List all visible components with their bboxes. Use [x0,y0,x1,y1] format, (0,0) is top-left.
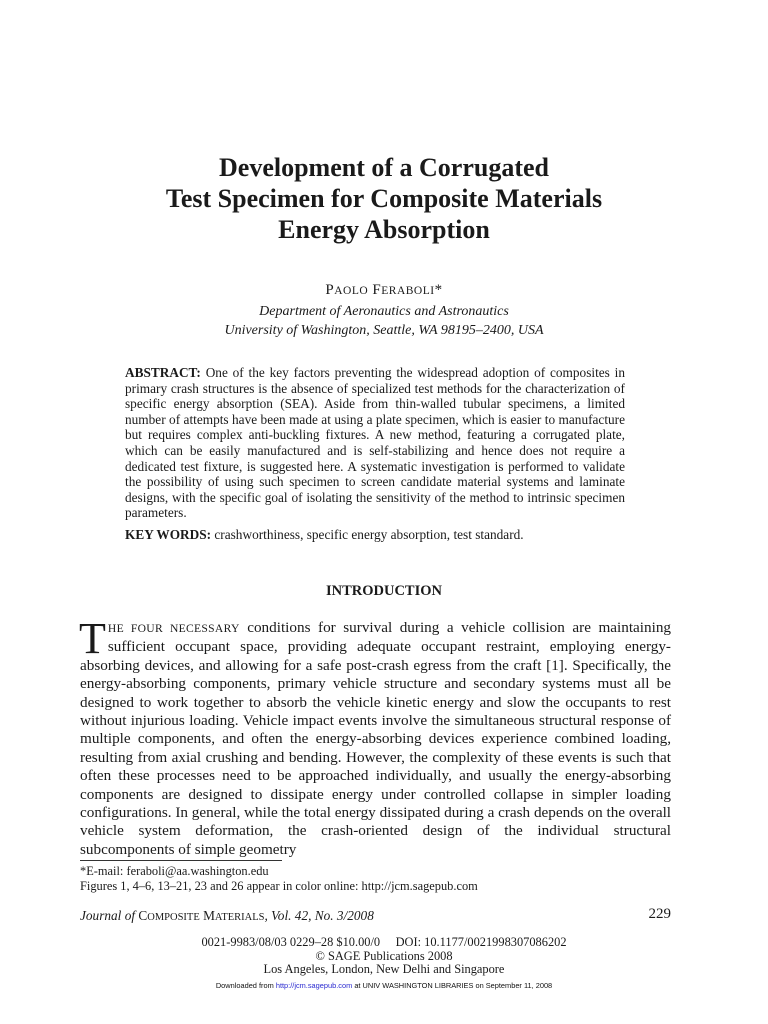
author-first-initial: P [325,282,335,298]
keywords-text: crashworthiness, specific energy absorption, test standard. [214,527,524,542]
abstract-label: ABSTRACT: [125,365,201,380]
title-line: Energy Absorption [278,215,490,244]
intro-text: conditions for survival during a vehicle collision are maintaining sufficient occupant space, providing adequate occupant restraint, employing energy-absorbing devices, and allowing for a safe post-crash egress from the craft [1]. Specifically, the energy-absorbing components, primary vehicle structure and secondary systems must all be designed to work together to absorb the vehicle kinetic energy and slow the occupants to rest without injurious loading. Vehicle impact events involve the simultaneous structural response of multiple components, and often the energy-absorbing devices experience combined loading, resulting from axial crushing and bending. However, the complexity of these events is such that often these processes need to be approached individually, and usually the energy-absorbing components are designed to dissipate energy under controlled collapse in simpler loading configurations. In general, while the total energy dissipated during a crash depends on the overall vehicle system deformation, the crash-oriented design of the individual structural subcomponents of simple geometry [80,619,672,858]
abstract-text: One of the key factors preventing the widespread adoption of composites in primary crash structures is the absence of specialized test methods for the characterization of specific energy absorption (SEA). Aside from thin-walled tubular specimens, a limited number of attempts have been made at using a plate specimen, which is easier to manufacture but requires complex anti-buckling fixtures. A new method, featuring a corrugated plate, which can be easily manufactured and is self-stabilizing and hence does not require a dedicated test fixture, is suggested here. A systematic investigation is performed to validate the possibility of using such specimen to screen candidate material systems and laminate designs, with the specific goal of isolating the sensitivity of the method to intrinsic specimen parameters. [125,365,625,521]
journal-volume: , Vol. 42, No. 3/2008 [264,908,374,923]
section-heading: INTRODUCTION [325,583,442,599]
publication-info [0,936,768,977]
author-last-rest: ERABOLI [381,285,435,297]
download-notice [0,981,768,990]
title-line: Test Specimen for Composite Materials [165,184,603,213]
journal-citation [80,908,580,924]
pub-line: Los Angeles, London, New Delhi and Singapore [263,962,505,976]
introduction-paragraph [79,614,672,859]
author-last-initial: F [372,282,382,298]
journal-name-rest: OMPOSITE [147,912,200,923]
pub-line: © SAGE Publications 2008 [315,948,453,963]
affiliation [0,302,768,340]
pub-line: 0021-9983/08/03 0229–28 $10.00/0 DOI: 10.1177/0021998307086202 [201,935,567,949]
drop-cap: T [79,614,106,663]
keywords [125,527,625,543]
download-prefix: Downloaded from [215,981,274,990]
footnotes [80,864,680,895]
affiliation-department: Department of Aeronautics and Astronautics [259,304,509,319]
journal-name-rest: ATERIALS [214,912,265,923]
abstract [125,365,625,521]
download-link[interactable]: http://jcm.sagepub.com [275,981,353,990]
page-number: 229 [648,906,671,922]
journal-name-initial: C [138,908,148,923]
paper-title [0,152,768,245]
journal-prefix: Journal of [80,908,136,923]
footnote-rule [80,860,282,861]
intro-lead-smallcaps: HE FOUR NECESSARY [107,622,240,635]
journal-name-initial: M [203,908,215,923]
author-first-rest: AOLO [334,285,369,297]
footnote-figures: Figures 1, 4–6, 13–21, 23 and 26 appear in color online: http://jcm.sagepub.com [80,879,478,894]
keywords-label: KEY WORDS: [125,527,212,542]
author-footnote-mark: * [434,282,443,298]
download-suffix: at UNIV WASHINGTON LIBRARIES on September 11, 2008 [354,981,553,990]
title-line: Development of a Corrugated [219,153,549,182]
author-name [0,282,768,299]
footnote-email: *E-mail: feraboli@aa.washington.edu [80,864,269,878]
affiliation-university: University of Washington, Seattle, WA 98195–2400, USA [224,323,544,338]
